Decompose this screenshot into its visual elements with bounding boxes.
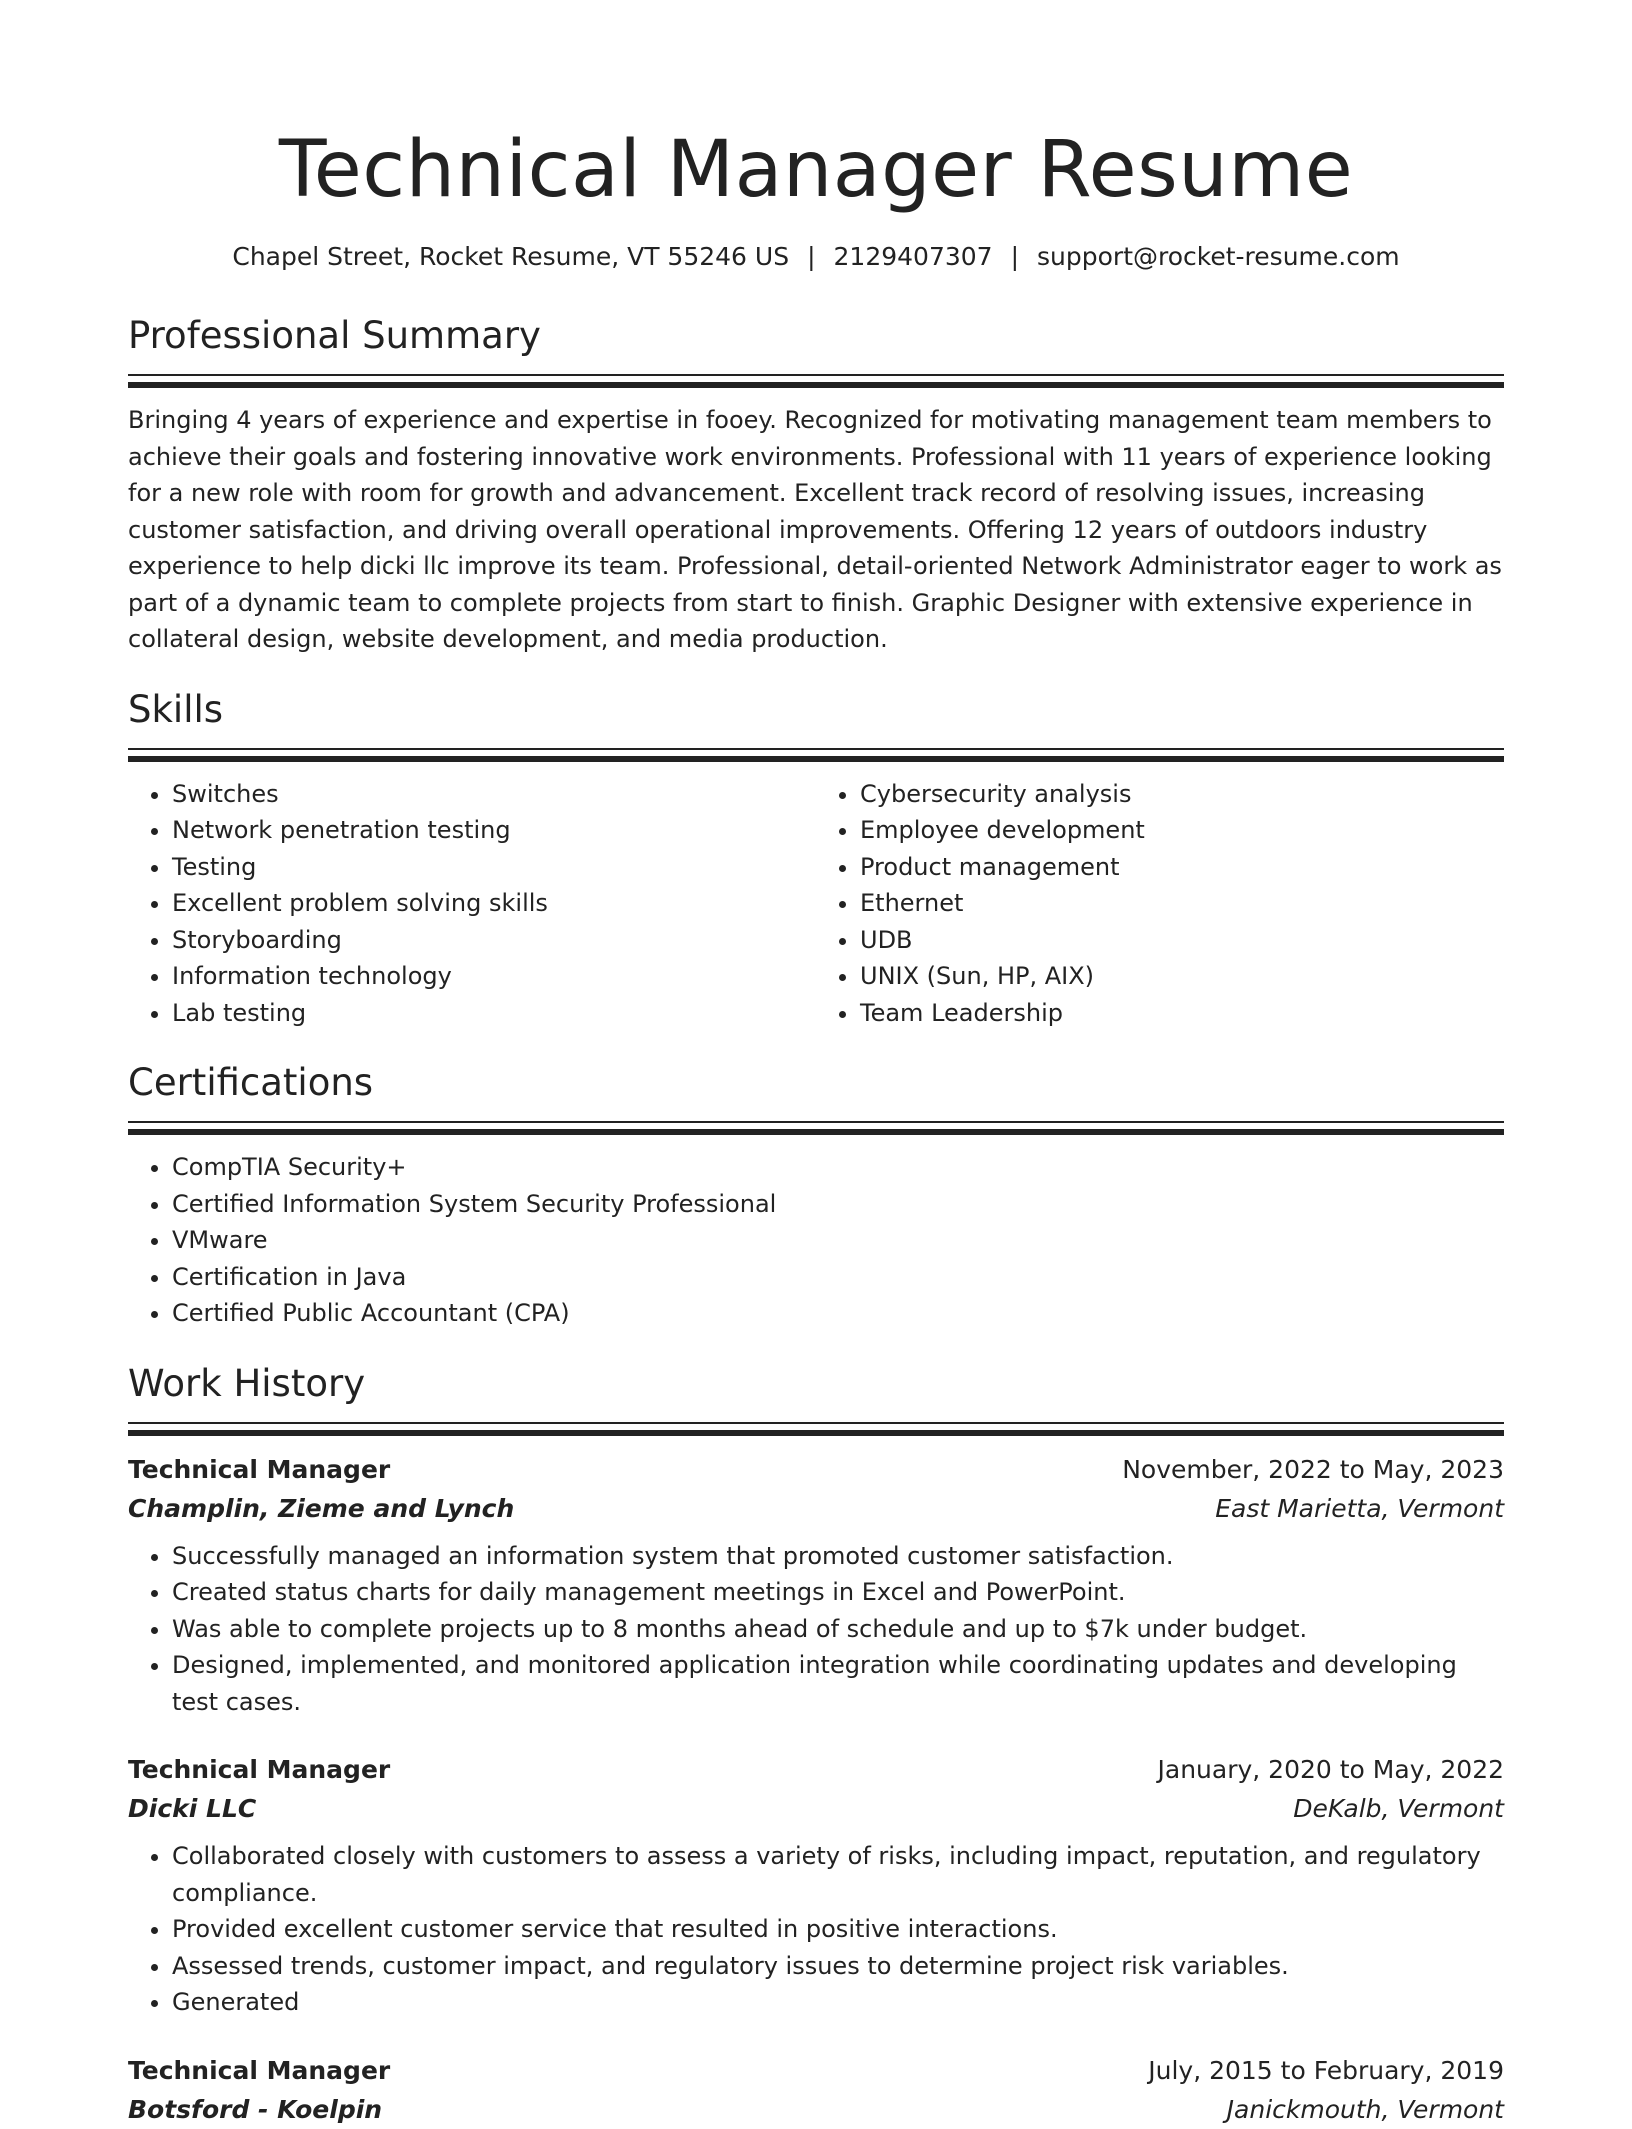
skill-item: • Testing — [172, 849, 816, 886]
section-divider — [128, 748, 1504, 762]
job-header-row — [128, 2051, 1504, 2090]
job-entry — [128, 1750, 1504, 2021]
job-company-row — [128, 1789, 1504, 1828]
skill-item: • Employee development — [860, 812, 1504, 849]
job-bullet: • Assessed trends, customer impact, and regulatory issues to determine project risk variables. — [172, 1948, 1504, 1985]
job-bullet: • Was able to complete projects up to 8 months ahead of schedule and up to $7k under budget. — [172, 1611, 1504, 1648]
job-title: Technical Manager — [128, 2055, 391, 2085]
resume-title: Technical Manager Resume — [278, 125, 1354, 215]
skill-item: • Information technology — [172, 958, 816, 995]
job-dates: July, 2015 to February, 2019 — [1148, 2055, 1504, 2085]
job-bullet: • Successfully managed an information system that promoted customer satisfaction. — [172, 1538, 1504, 1575]
job-dates: November, 2022 to May, 2023 — [1122, 1454, 1504, 1484]
certification-item: • VMware — [172, 1222, 1504, 1259]
job-company: Dicki LLC — [128, 1794, 257, 1823]
contact-address: Chapel Street, Rocket Resume, VT 55246 US — [232, 242, 790, 271]
work-history-section — [128, 1360, 1504, 2129]
job-company: Botsford - Koelpin — [128, 2094, 383, 2124]
job-bullet: • Collaborated closely with customers to assess a variety of risks, including impact, reputation, and regulatory compliance. — [172, 1838, 1504, 1911]
skills-section — [128, 686, 1504, 1032]
contact-email: support@rocket-resume.com — [1037, 242, 1400, 271]
summary-text: Bringing 4 years of experience and expertise in fooey. Recognized for motivating management team members to achieve their goals and fostering innovative work environments. Professional with 11 years of experience looking for a new role with room for growth and advancement. Excellent track record of resolving issues, increasing customer satisfaction, and driving overall operational improvements. Offering 12 years of outdoors industry experience to help dicki llc improve its team. Professional, detail-oriented Network Administrator eager to work as part of a dynamic team to complete projects from start to finish. Graphic Designer with extensive experience in collateral design, website development, and media production. — [128, 406, 1502, 653]
certification-item: • Certified Public Accountant (CPA) — [172, 1295, 1504, 1332]
job-title: Technical Manager — [128, 1454, 391, 1484]
skill-item: • UDB — [860, 922, 1504, 959]
summary-heading: Professional Summary — [128, 314, 541, 357]
skills-heading: Skills — [128, 687, 224, 731]
job-title: Technical Manager — [128, 1755, 391, 1784]
certifications-heading: Certifications — [128, 1061, 374, 1104]
contact-separator: | — [1010, 242, 1020, 271]
job-location: Janickmouth, Vermont — [1226, 2094, 1504, 2124]
job-bullet: • Created status charts for daily management meetings in Excel and PowerPoint. — [172, 1574, 1504, 1611]
certification-item: • Certification in Java — [172, 1259, 1504, 1296]
certifications-list — [128, 1149, 1504, 1332]
job-company-row — [128, 2090, 1504, 2129]
section-divider — [128, 374, 1504, 388]
section-divider — [128, 1422, 1504, 1436]
job-location: East Marietta, Vermont — [1215, 1493, 1504, 1523]
skill-item: • Team Leadership — [860, 995, 1504, 1032]
skill-item: • Cybersecurity analysis — [860, 776, 1504, 813]
job-bullets — [128, 1838, 1504, 2021]
certifications-section — [128, 1059, 1504, 1332]
skills-list-left — [128, 776, 816, 1032]
job-bullet: • Provided excellent customer service that resulted in positive interactions. — [172, 1911, 1504, 1948]
skills-grid — [128, 776, 1504, 1032]
skills-list-right — [816, 776, 1504, 1032]
section-divider — [128, 1121, 1504, 1135]
skill-item: • UNIX (Sun, HP, AIX) — [860, 958, 1504, 995]
resume-page — [128, 0, 1504, 2129]
job-header-row — [128, 1450, 1504, 1489]
skill-item: • Product management — [860, 849, 1504, 886]
job-location: DeKalb, Vermont — [1293, 1794, 1504, 1823]
job-company: Champlin, Zieme and Lynch — [128, 1493, 515, 1523]
work-history-heading: Work History — [128, 1361, 366, 1405]
summary-section — [128, 312, 1504, 658]
job-bullets — [128, 1538, 1504, 1721]
contact-line — [128, 240, 1504, 274]
skill-item: • Storyboarding — [172, 922, 816, 959]
job-header-row — [128, 1750, 1504, 1789]
job-dates: January, 2020 to May, 2022 — [1157, 1755, 1504, 1784]
skill-item: • Network penetration testing — [172, 812, 816, 849]
skill-item: • Ethernet — [860, 885, 1504, 922]
skill-item: • Excellent problem solving skills — [172, 885, 816, 922]
certification-item: • Certified Information System Security Professional — [172, 1186, 1504, 1223]
job-company-row — [128, 1489, 1504, 1528]
certification-item: • CompTIA Security+ — [172, 1149, 1504, 1186]
contact-phone: 2129407307 — [833, 242, 993, 271]
job-entry — [128, 1450, 1504, 1721]
skill-item: • Switches — [172, 776, 816, 813]
contact-separator: | — [807, 242, 816, 271]
job-entry — [128, 2051, 1504, 2129]
skill-item: • Lab testing — [172, 995, 816, 1032]
job-bullet: • Designed, implemented, and monitored application integration while coordinating updates and developing test cases. — [172, 1647, 1504, 1720]
job-bullet: • Generated — [172, 1984, 1504, 2021]
